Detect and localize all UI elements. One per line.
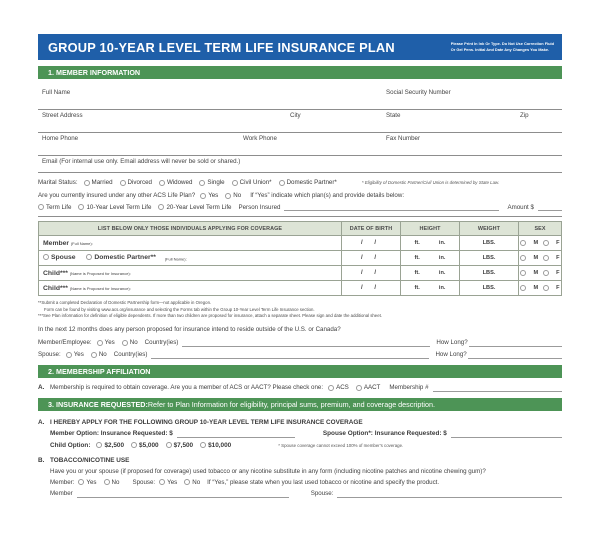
label-zip: Zip	[520, 112, 529, 119]
input-amount[interactable]	[538, 203, 562, 211]
cell-child2-name[interactable]	[39, 281, 342, 296]
label-ssn: Social Security Number	[386, 89, 451, 96]
radio-label: No	[98, 351, 107, 359]
radio-label: No	[111, 478, 120, 486]
radio-plan-10-year[interactable]	[78, 204, 151, 211]
label-other-insurance-question: Are you currently insured under any other ACS Life Plan?	[38, 192, 196, 199]
label-marital-status: Marital Status:	[38, 179, 78, 186]
insurance-form	[38, 34, 562, 498]
label-person-insured: Person Insured	[238, 203, 281, 211]
input-tobacco-spouse-detail[interactable]	[337, 490, 562, 498]
cell-child1-name[interactable]	[39, 266, 342, 281]
input-countries-spouse[interactable]	[151, 351, 429, 359]
ft-label: ft.	[414, 255, 420, 261]
label-work-phone: Work Phone	[243, 135, 277, 142]
radio-label: Yes	[167, 478, 178, 486]
label-countries-member: Country(ies)	[144, 339, 179, 347]
table-row[interactable]	[39, 236, 562, 251]
radio-other-insurance-no[interactable]	[225, 192, 241, 199]
radio-membership-aact[interactable]	[356, 384, 381, 391]
radio-marital-single[interactable]	[199, 179, 224, 186]
item-letter-b: B.	[38, 456, 45, 464]
radio-circle-icon	[328, 385, 334, 391]
section1-label: 1. MEMBER INFORMATION	[48, 68, 141, 77]
label-membership-number: Membership #	[389, 384, 429, 392]
sex-f-label: F	[556, 240, 560, 246]
label-other-insurance-followup: If “Yes” indicate which plan(s) and provide details below:	[250, 192, 405, 199]
sex-m-label: M	[533, 240, 539, 246]
in-label: in.	[438, 255, 446, 261]
col-header-sex: SEX	[519, 222, 562, 236]
cell-sex[interactable]	[519, 281, 562, 296]
col-header-date-of-birth: DATE OF BIRTH	[342, 222, 401, 236]
residence-row-spouse	[38, 351, 562, 359]
marital-status-row	[38, 179, 562, 186]
radio-label: No	[129, 339, 138, 347]
radio-circle-icon	[520, 270, 526, 276]
item-a-title: I HEREBY APPLY FOR THE FOLLOWING GROUP 10-YEAR LEVEL TERM LIFE INSURANCE COVERAGE	[50, 418, 363, 426]
sex-m-label: M	[533, 255, 539, 261]
input-membership-number[interactable]	[433, 384, 562, 392]
radio-circle-icon	[279, 180, 285, 186]
lbs-label: LBS.	[482, 270, 496, 276]
radio-label: 20-Year Level Term Life	[166, 203, 232, 211]
dob-text: / /	[360, 270, 381, 276]
radio-sex-f[interactable]	[543, 240, 551, 247]
radio-circle-icon	[200, 442, 206, 448]
in-label: in.	[438, 270, 446, 276]
print-instructions-line2: Or Gel Pens. Initial And Date Any Changes You Make.	[450, 47, 550, 52]
radio-membership-acs[interactable]	[328, 384, 349, 391]
cell-height[interactable]	[401, 251, 460, 266]
col-header-weight: WEIGHT	[460, 222, 519, 236]
ft-label: ft.	[414, 285, 420, 291]
radio-marital-domestic-partner[interactable]	[279, 179, 337, 186]
label-amount: Amount $	[507, 203, 534, 211]
sex-f-label: F	[556, 285, 560, 291]
other-insurance-question-row	[38, 192, 562, 199]
label-spouse: Spouse:	[38, 351, 61, 359]
cell-dob[interactable]	[342, 236, 401, 251]
child-option-row	[38, 442, 562, 449]
radio-circle-icon	[520, 255, 526, 261]
section-header-member-information	[38, 66, 562, 79]
cell-spouse-name[interactable]	[39, 251, 342, 266]
radio-label: Domestic Partner*	[286, 179, 337, 186]
footnote-domestic-partnership: **Submit a completed Declaration of Domestic Partnership form—not applicable in Oregon.	[38, 300, 212, 305]
label-member-option: Member Option: Insurance Requested: $	[50, 430, 173, 438]
radio-tobacco-spouse-yes[interactable]	[159, 479, 177, 486]
table-row[interactable]	[39, 281, 562, 296]
radio-spouse[interactable]	[43, 254, 76, 261]
lbs-label: LBS.	[482, 255, 496, 261]
radio-child-2500[interactable]	[96, 442, 124, 449]
radio-label: $10,000	[208, 441, 232, 449]
ft-label: ft.	[414, 270, 420, 276]
sex-f-label: F	[556, 255, 560, 261]
radio-label: 10-Year Level Term Life	[86, 203, 152, 211]
radio-sex-f[interactable]	[543, 285, 551, 292]
section-header-membership-affiliation	[38, 365, 562, 378]
item-a-coverage	[38, 419, 562, 426]
col-header-individuals: LIST BELOW ONLY THOSE INDIVIDUALS APPLYING FOR COVERAGE	[39, 222, 342, 236]
cell-sex[interactable]	[519, 251, 562, 266]
radio-circle-icon	[225, 193, 231, 199]
row-address[interactable]	[38, 110, 562, 133]
label-email: Email (For internal use only. Email address will never be sold or shared.)	[42, 158, 241, 165]
radio-circle-icon	[200, 193, 206, 199]
dob-text: / /	[360, 240, 381, 246]
residence-question: In the next 12 months does any person proposed for insurance intend to reside outside of the U.S. or Canada?	[38, 325, 341, 333]
sex-m-label: M	[533, 285, 539, 291]
radio-label: Divorced	[127, 179, 152, 186]
tobacco-answer-row	[38, 479, 562, 486]
label-full-name: Full Name	[42, 89, 71, 96]
row-label: Child***	[43, 269, 68, 277]
radio-marital-married[interactable]	[84, 179, 113, 186]
radio-marital-divorced[interactable]	[120, 179, 152, 186]
input-tobacco-member-detail[interactable]	[77, 490, 289, 498]
cell-height[interactable]	[401, 236, 460, 251]
col-header-height: HEIGHT	[401, 222, 460, 236]
marital-status-note: * Eligibility of Domestic Partner/Civil Union is determined by State Law.	[361, 180, 500, 185]
in-label: in.	[438, 240, 446, 246]
radio-sex-m[interactable]	[520, 255, 528, 262]
radio-sex-f[interactable]	[543, 270, 551, 277]
row-sublabel: (Full Name):	[164, 256, 187, 262]
label-countries-spouse: Country(ies)	[113, 351, 148, 359]
label-tobacco-member: Member:	[50, 478, 75, 486]
item-letter-a: A.	[38, 384, 45, 392]
table-row[interactable]	[39, 266, 562, 281]
radio-label: Domestic Partner**	[94, 253, 156, 261]
radio-circle-icon	[158, 204, 164, 210]
radio-label: Yes	[73, 351, 84, 359]
section3-label: 3. INSURANCE REQUESTED:	[48, 399, 148, 409]
radio-circle-icon	[543, 240, 549, 246]
item-b-title: TOBACCO/NICOTINE USE	[50, 456, 130, 464]
section2-label: 2. MEMBERSHIP AFFILIATION	[48, 366, 151, 376]
cell-sex[interactable]	[519, 236, 562, 251]
sex-m-label: M	[533, 270, 539, 276]
cell-height[interactable]	[401, 266, 460, 281]
section3-description: Refer to Plan Information for eligibility, principal sums, premium, and coverage description.	[147, 399, 435, 409]
radio-circle-icon	[84, 180, 90, 186]
radio-marital-widowed[interactable]	[159, 179, 192, 186]
label-state: State	[386, 112, 401, 119]
dob-text: / /	[360, 255, 381, 261]
radio-circle-icon	[159, 479, 165, 485]
cell-member-name[interactable]	[39, 236, 342, 251]
input-howlong-spouse[interactable]	[468, 351, 562, 359]
cell-sex[interactable]	[519, 266, 562, 281]
label-howlong-member: How Long?	[436, 339, 468, 347]
radio-circle-icon	[166, 442, 172, 448]
radio-circle-icon	[131, 442, 137, 448]
label-tobacco-spouse: Spouse:	[132, 478, 156, 486]
label-spouse-option: Spouse Option*: Insurance Requested: $	[322, 430, 447, 438]
radio-circle-icon	[43, 254, 49, 260]
radio-tobacco-spouse-no[interactable]	[184, 479, 200, 486]
membership-text: Membership is required to obtain coverage. Are you a member of ACS or AACT? Please check one:	[50, 384, 324, 392]
label-member-employee: Member/Employee:	[38, 339, 92, 347]
radio-circle-icon	[78, 479, 84, 485]
radio-label: AACT	[363, 384, 381, 392]
row-phones[interactable]	[38, 133, 562, 156]
item-b-tobacco	[38, 457, 562, 464]
cell-dob[interactable]	[342, 251, 401, 266]
label-child-option: Child Option:	[50, 441, 91, 449]
section-header-insurance-requested	[38, 398, 562, 411]
radio-circle-icon	[543, 285, 549, 291]
radio-circle-icon	[232, 180, 238, 186]
radio-domestic-partner[interactable]	[86, 254, 156, 261]
label-home-phone: Home Phone	[42, 135, 79, 142]
radio-circle-icon	[184, 479, 190, 485]
ft-label: ft.	[414, 240, 420, 246]
radio-label: Yes	[86, 478, 97, 486]
row-sublabel: (Name is Proposed for Insurance):	[69, 270, 131, 276]
radio-label: Yes	[208, 192, 219, 199]
radio-label: Spouse	[51, 253, 76, 261]
radio-circle-icon	[356, 385, 362, 391]
radio-residence-member-yes[interactable]	[97, 339, 115, 346]
radio-label: Widowed	[166, 179, 193, 186]
tobacco-question: Have you or your spouse (if proposed for coverage) used tobacco or any nicotine substitute in any form (including nicotine patches and nicotine chewing gum)?	[50, 467, 486, 475]
radio-circle-icon	[120, 180, 126, 186]
cell-weight[interactable]	[460, 281, 519, 296]
radio-sex-f[interactable]	[543, 255, 551, 262]
residence-row-member	[38, 339, 562, 347]
lbs-label: LBS.	[482, 240, 496, 246]
cell-dob[interactable]	[342, 266, 401, 281]
radio-residence-spouse-yes[interactable]	[66, 351, 84, 358]
radio-circle-icon	[86, 254, 92, 260]
item-letter-a-coverage: A.	[38, 418, 45, 426]
table-row[interactable]	[39, 251, 562, 266]
table-header-row	[39, 222, 562, 236]
form-title-bar	[38, 34, 562, 60]
radio-circle-icon	[520, 285, 526, 291]
radio-plan-20-year[interactable]	[158, 204, 231, 211]
input-howlong-member[interactable]	[469, 339, 562, 347]
sex-f-label: F	[556, 270, 560, 276]
radio-child-10000[interactable]	[200, 442, 231, 449]
radio-circle-icon	[159, 180, 165, 186]
radio-label: Yes	[104, 339, 115, 347]
plan-type-row	[38, 203, 562, 211]
radio-marital-civil-union[interactable]	[232, 179, 272, 186]
print-instructions-line1: Please Print In Ink Or Type. Do Not Use Correction Fluid	[450, 41, 554, 47]
label-street-address: Street Address	[42, 112, 83, 119]
label-city: City	[290, 112, 301, 119]
cell-weight[interactable]	[460, 266, 519, 281]
label-fax-number: Fax Number	[386, 135, 421, 142]
row-email[interactable]	[38, 156, 562, 173]
radio-child-5000[interactable]	[131, 442, 159, 449]
input-member-insurance-amount[interactable]	[177, 430, 295, 438]
cell-height[interactable]	[401, 281, 460, 296]
input-spouse-insurance-amount[interactable]	[451, 430, 562, 438]
row-name-ssn[interactable]	[38, 87, 562, 110]
radio-circle-icon	[543, 255, 549, 261]
input-person-insured[interactable]	[284, 203, 499, 211]
radio-tobacco-member-yes[interactable]	[78, 479, 96, 486]
cell-weight[interactable]	[460, 236, 519, 251]
radio-label: ACS	[336, 384, 349, 392]
radio-circle-icon	[78, 204, 84, 210]
coverage-table	[38, 221, 562, 296]
footnote-eligible-dependents: ***See Plan information for definition of eligible dependents. If more than two children are proposed for insurance, attach a separate sheet. Please sign and date the additional sheet.	[38, 313, 382, 319]
row-label: Child***	[43, 284, 68, 292]
radio-label: Single	[207, 179, 225, 186]
radio-circle-icon	[97, 340, 103, 346]
spouse-coverage-note: * Spouse coverage cannot exceed 100% of member's coverage.	[278, 442, 404, 448]
label-tobacco-spouse-line: Spouse:	[310, 490, 334, 498]
radio-label: $2,500	[104, 441, 125, 449]
label-howlong-spouse: How Long?	[435, 351, 467, 359]
radio-circle-icon	[38, 204, 44, 210]
radio-circle-icon	[91, 352, 97, 358]
footnote-form-location: Form can be found by visiting www.acs.org/insurance and selecting the Forms tab within the Group 10-Year Level Term Life Insurance section.	[44, 306, 315, 312]
print-instructions	[451, 41, 554, 53]
radio-label: $5,000	[139, 441, 159, 449]
row-sublabel: (Full Name):	[70, 240, 93, 246]
radio-circle-icon	[520, 240, 526, 246]
radio-circle-icon	[96, 442, 102, 448]
in-label: in.	[438, 285, 446, 291]
radio-tobacco-member-no[interactable]	[104, 479, 120, 486]
cell-weight[interactable]	[460, 251, 519, 266]
tobacco-detail-row	[38, 490, 562, 498]
tobacco-instruction: If “Yes,” please state when you last used tobacco or nicotine and specify the product.	[207, 478, 440, 486]
radio-label: $7,500	[173, 441, 194, 449]
radio-other-insurance-yes[interactable]	[200, 192, 218, 199]
cell-dob[interactable]	[342, 281, 401, 296]
radio-label: Civil Union*	[239, 179, 272, 186]
radio-label: No	[192, 478, 201, 486]
radio-circle-icon	[66, 352, 72, 358]
radio-circle-icon	[543, 270, 549, 276]
lbs-label: LBS.	[482, 285, 496, 291]
radio-circle-icon	[122, 340, 128, 346]
radio-label: Term Life	[46, 203, 72, 211]
radio-label: No	[233, 192, 242, 199]
radio-circle-icon	[199, 180, 205, 186]
row-sublabel: (Name is Proposed for Insurance):	[69, 285, 131, 291]
membership-affiliation-row	[38, 384, 562, 392]
dob-text: / /	[360, 285, 381, 291]
radio-circle-icon	[104, 479, 110, 485]
page-title: GROUP 10-YEAR LEVEL TERM LIFE INSURANCE PLAN	[48, 39, 395, 55]
input-countries-member[interactable]	[182, 339, 430, 347]
radio-sex-m[interactable]	[520, 270, 528, 277]
radio-sex-m[interactable]	[520, 285, 528, 292]
radio-sex-m[interactable]	[520, 240, 528, 247]
radio-child-7500[interactable]	[166, 442, 194, 449]
row-label: Member	[43, 239, 70, 247]
radio-label: Married	[91, 179, 113, 186]
label-tobacco-member-line: Member	[50, 490, 73, 498]
insurance-requested-row	[38, 430, 562, 438]
radio-residence-member-no[interactable]	[122, 339, 138, 346]
radio-plan-term-life[interactable]	[38, 204, 71, 211]
radio-residence-spouse-no[interactable]	[91, 351, 107, 358]
